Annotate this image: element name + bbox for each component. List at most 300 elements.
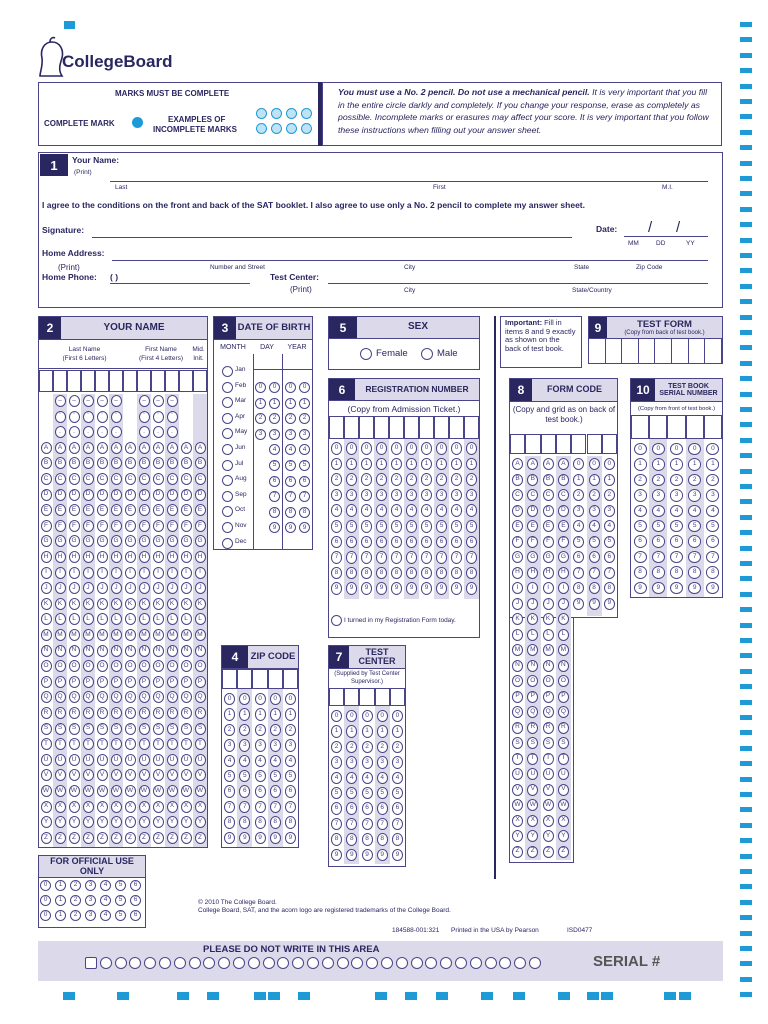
- name-bubble[interactable]: J: [41, 582, 52, 594]
- name-bubble[interactable]: R: [97, 707, 108, 719]
- write-in-box[interactable]: [390, 688, 405, 706]
- day-bubble[interactable]: 9: [269, 522, 280, 533]
- name-bubble[interactable]: T: [41, 738, 52, 750]
- digit-bubble[interactable]: 4: [239, 755, 250, 767]
- digit-bubble[interactable]: 6: [466, 536, 477, 549]
- name-bubble[interactable]: K: [125, 598, 136, 610]
- digit-bubble[interactable]: 3: [391, 489, 402, 502]
- digit-bubble[interactable]: 2: [392, 741, 403, 753]
- write-in-box[interactable]: [53, 370, 67, 392]
- name-bubble[interactable]: O: [111, 660, 122, 672]
- name-bubble[interactable]: Q: [83, 691, 94, 703]
- name-bubble[interactable]: L: [55, 613, 66, 625]
- digit-bubble[interactable]: 1: [346, 725, 357, 737]
- digit-bubble[interactable]: 9: [466, 582, 477, 595]
- digit-bubble[interactable]: 9: [376, 582, 387, 595]
- form-code-bubble[interactable]: W: [527, 799, 538, 811]
- year-bubble[interactable]: 6: [299, 476, 310, 487]
- digit-bubble[interactable]: 6: [406, 536, 417, 549]
- name-bubble[interactable]: A: [125, 442, 136, 454]
- name-bubble[interactable]: H: [97, 551, 108, 563]
- year-bubble[interactable]: 4: [299, 444, 310, 455]
- male-bubble[interactable]: [421, 348, 433, 360]
- name-bubble[interactable]: E: [55, 504, 66, 516]
- digit-bubble[interactable]: 8: [270, 816, 281, 828]
- name-bubble[interactable]: M: [125, 629, 136, 641]
- form-code-bubble[interactable]: 7: [604, 567, 615, 579]
- digit-bubble[interactable]: 8: [346, 567, 357, 580]
- digit-bubble[interactable]: 9: [362, 849, 373, 861]
- digit-bubble[interactable]: 4: [688, 505, 701, 517]
- form-code-bubble[interactable]: P: [558, 691, 569, 703]
- name-bubble[interactable]: O: [55, 660, 66, 672]
- serial-bubble[interactable]: [411, 957, 423, 969]
- name-bubble[interactable]: A: [41, 442, 52, 454]
- official-bubble[interactable]: 2: [70, 895, 81, 906]
- name-bubble[interactable]: L: [181, 613, 192, 625]
- name-bubble[interactable]: .: [139, 426, 150, 438]
- name-bubble[interactable]: W: [69, 785, 80, 797]
- digit-bubble[interactable]: 0: [634, 443, 647, 455]
- official-bubble[interactable]: 4: [100, 895, 111, 906]
- digit-bubble[interactable]: 9: [377, 849, 388, 861]
- write-in-box[interactable]: [389, 416, 404, 439]
- digit-bubble[interactable]: 0: [331, 710, 342, 722]
- name-bubble[interactable]: W: [167, 785, 178, 797]
- name-bubble[interactable]: M: [83, 629, 94, 641]
- name-bubble[interactable]: H: [195, 551, 206, 563]
- form-code-bubble[interactable]: E: [512, 520, 523, 532]
- name-bubble[interactable]: N: [195, 645, 206, 657]
- name-bubble[interactable]: H: [69, 551, 80, 563]
- name-bubble[interactable]: D: [41, 489, 52, 501]
- name-bubble[interactable]: L: [83, 613, 94, 625]
- digit-bubble[interactable]: 6: [331, 802, 342, 814]
- name-bubble[interactable]: K: [111, 598, 122, 610]
- form-code-bubble[interactable]: C: [558, 489, 569, 501]
- name-bubble[interactable]: N: [181, 645, 192, 657]
- digit-bubble[interactable]: 3: [421, 489, 432, 502]
- name-bubble[interactable]: C: [153, 473, 164, 485]
- name-bubble[interactable]: T: [125, 738, 136, 750]
- digit-bubble[interactable]: 8: [362, 833, 373, 845]
- digit-bubble[interactable]: 3: [652, 489, 665, 501]
- digit-bubble[interactable]: 0: [331, 442, 342, 455]
- form-code-bubble[interactable]: 9: [573, 598, 584, 610]
- digit-bubble[interactable]: 1: [285, 708, 296, 720]
- digit-bubble[interactable]: 9: [361, 582, 372, 595]
- digit-bubble[interactable]: 8: [634, 566, 647, 578]
- name-bubble[interactable]: H: [181, 551, 192, 563]
- form-code-bubble[interactable]: C: [543, 489, 554, 501]
- digit-bubble[interactable]: 2: [224, 724, 235, 736]
- name-bubble[interactable]: S: [111, 723, 122, 735]
- digit-bubble[interactable]: 5: [270, 770, 281, 782]
- digit-bubble[interactable]: 8: [466, 567, 477, 580]
- serial-bubble[interactable]: [440, 957, 452, 969]
- form-code-bubble[interactable]: K: [558, 613, 569, 625]
- name-bubble[interactable]: ': [83, 411, 94, 423]
- serial-bubble[interactable]: [307, 957, 319, 969]
- form-code-bubble[interactable]: M: [527, 644, 538, 656]
- name-bubble[interactable]: F: [41, 520, 52, 532]
- digit-bubble[interactable]: 2: [331, 473, 342, 486]
- write-in-box[interactable]: [705, 339, 722, 363]
- digit-bubble[interactable]: 5: [391, 520, 402, 533]
- name-bubble[interactable]: W: [139, 785, 150, 797]
- name-bubble[interactable]: V: [125, 769, 136, 781]
- digit-bubble[interactable]: 6: [239, 785, 250, 797]
- digit-bubble[interactable]: 4: [377, 772, 388, 784]
- digit-bubble[interactable]: 1: [376, 458, 387, 471]
- name-bubble[interactable]: W: [41, 785, 52, 797]
- form-code-bubble[interactable]: D: [543, 505, 554, 517]
- official-bubble[interactable]: 4: [100, 880, 111, 891]
- name-bubble[interactable]: –: [55, 395, 66, 407]
- digit-bubble[interactable]: 6: [392, 802, 403, 814]
- form-code-bubble[interactable]: L: [527, 629, 538, 641]
- day-bubble[interactable]: 8: [269, 507, 280, 518]
- digit-bubble[interactable]: 1: [361, 458, 372, 471]
- digit-bubble[interactable]: 9: [285, 832, 296, 844]
- digit-bubble[interactable]: 2: [634, 474, 647, 486]
- name-bubble[interactable]: D: [97, 489, 108, 501]
- digit-bubble[interactable]: 8: [436, 567, 447, 580]
- form-code-bubble[interactable]: S: [512, 737, 523, 749]
- digit-bubble[interactable]: 3: [346, 756, 357, 768]
- serial-bubble[interactable]: [366, 957, 378, 969]
- name-bubble[interactable]: U: [97, 754, 108, 766]
- form-code-bubble[interactable]: I: [543, 582, 554, 594]
- name-bubble[interactable]: I: [139, 567, 150, 579]
- digit-bubble[interactable]: 8: [285, 816, 296, 828]
- form-code-bubble[interactable]: 8: [604, 582, 615, 594]
- name-bubble[interactable]: I: [195, 567, 206, 579]
- name-bubble[interactable]: O: [195, 660, 206, 672]
- digit-bubble[interactable]: 5: [466, 520, 477, 533]
- serial-bubble[interactable]: [159, 957, 171, 969]
- form-code-bubble[interactable]: B: [527, 474, 538, 486]
- write-in-box[interactable]: [602, 434, 617, 454]
- name-bubble[interactable]: F: [167, 520, 178, 532]
- form-code-bubble[interactable]: F: [543, 536, 554, 548]
- form-code-bubble[interactable]: 7: [589, 567, 600, 579]
- name-bubble[interactable]: C: [167, 473, 178, 485]
- name-bubble[interactable]: A: [97, 442, 108, 454]
- name-bubble[interactable]: G: [97, 535, 108, 547]
- name-bubble[interactable]: U: [55, 754, 66, 766]
- write-in-box[interactable]: [672, 339, 689, 363]
- form-code-bubble[interactable]: Z: [543, 846, 554, 858]
- digit-bubble[interactable]: 0: [451, 442, 462, 455]
- name-bubble[interactable]: L: [125, 613, 136, 625]
- form-code-bubble[interactable]: K: [512, 613, 523, 625]
- write-in-box[interactable]: [95, 370, 109, 392]
- digit-bubble[interactable]: 0: [406, 442, 417, 455]
- address-line[interactable]: [112, 260, 708, 261]
- form-code-bubble[interactable]: G: [558, 551, 569, 563]
- digit-bubble[interactable]: 6: [362, 802, 373, 814]
- digit-bubble[interactable]: 5: [362, 787, 373, 799]
- form-code-bubble[interactable]: I: [527, 582, 538, 594]
- form-code-bubble[interactable]: A: [527, 458, 538, 470]
- name-bubble[interactable]: B: [69, 457, 80, 469]
- write-in-box[interactable]: [525, 434, 540, 454]
- form-code-bubble[interactable]: W: [512, 799, 523, 811]
- name-bubble[interactable]: T: [153, 738, 164, 750]
- day-bubble[interactable]: 4: [269, 444, 280, 455]
- name-bubble[interactable]: R: [181, 707, 192, 719]
- name-bubble[interactable]: F: [97, 520, 108, 532]
- name-bubble[interactable]: .: [111, 426, 122, 438]
- day-bubble[interactable]: 6: [269, 476, 280, 487]
- digit-bubble[interactable]: 4: [652, 505, 665, 517]
- digit-bubble[interactable]: 6: [436, 536, 447, 549]
- official-bubble[interactable]: 5: [115, 880, 126, 891]
- form-code-bubble[interactable]: O: [527, 675, 538, 687]
- form-code-bubble[interactable]: Q: [558, 706, 569, 718]
- digit-bubble[interactable]: 3: [255, 739, 266, 751]
- write-in-box[interactable]: [589, 339, 606, 363]
- digit-bubble[interactable]: 5: [346, 520, 357, 533]
- serial-bubble[interactable]: [337, 957, 349, 969]
- digit-bubble[interactable]: 5: [255, 770, 266, 782]
- name-bubble[interactable]: O: [69, 660, 80, 672]
- name-bubble[interactable]: E: [153, 504, 164, 516]
- name-bubble[interactable]: N: [167, 645, 178, 657]
- form-code-bubble[interactable]: S: [527, 737, 538, 749]
- form-code-bubble[interactable]: Z: [527, 846, 538, 858]
- name-bubble[interactable]: N: [41, 645, 52, 657]
- digit-bubble[interactable]: 2: [652, 474, 665, 486]
- name-bubble[interactable]: –: [69, 395, 80, 407]
- name-bubble[interactable]: Z: [167, 832, 178, 844]
- name-bubble[interactable]: N: [111, 645, 122, 657]
- serial-bubble[interactable]: [174, 957, 186, 969]
- name-bubble[interactable]: V: [181, 769, 192, 781]
- official-bubble[interactable]: 2: [70, 880, 81, 891]
- write-in-box[interactable]: [344, 416, 359, 439]
- name-bubble[interactable]: Q: [181, 691, 192, 703]
- serial-bubble[interactable]: [248, 957, 260, 969]
- digit-bubble[interactable]: 3: [688, 489, 701, 501]
- form-code-bubble[interactable]: W: [543, 799, 554, 811]
- digit-bubble[interactable]: 6: [391, 536, 402, 549]
- digit-bubble[interactable]: 2: [331, 741, 342, 753]
- digit-bubble[interactable]: 1: [255, 708, 266, 720]
- digit-bubble[interactable]: 9: [346, 582, 357, 595]
- digit-bubble[interactable]: 8: [451, 567, 462, 580]
- official-bubble[interactable]: 3: [85, 880, 96, 891]
- name-bubble[interactable]: Y: [195, 816, 206, 828]
- digit-bubble[interactable]: 2: [406, 473, 417, 486]
- name-bubble[interactable]: C: [139, 473, 150, 485]
- year-bubble[interactable]: 6: [285, 476, 296, 487]
- name-bubble[interactable]: L: [139, 613, 150, 625]
- digit-bubble[interactable]: 9: [331, 582, 342, 595]
- name-bubble[interactable]: ': [153, 411, 164, 423]
- name-bubble[interactable]: J: [111, 582, 122, 594]
- digit-bubble[interactable]: 2: [670, 474, 683, 486]
- name-bubble[interactable]: N: [139, 645, 150, 657]
- digit-bubble[interactable]: 5: [451, 520, 462, 533]
- name-bubble[interactable]: Q: [167, 691, 178, 703]
- form-code-bubble[interactable]: Z: [512, 846, 523, 858]
- name-bubble[interactable]: M: [97, 629, 108, 641]
- name-bubble[interactable]: Y: [111, 816, 122, 828]
- name-bubble[interactable]: U: [139, 754, 150, 766]
- digit-bubble[interactable]: 5: [239, 770, 250, 782]
- official-bubble[interactable]: 3: [85, 910, 96, 921]
- name-bubble[interactable]: U: [181, 754, 192, 766]
- year-bubble[interactable]: 1: [285, 398, 296, 409]
- serial-bubble[interactable]: [351, 957, 363, 969]
- name-bubble[interactable]: J: [181, 582, 192, 594]
- name-bubble[interactable]: F: [55, 520, 66, 532]
- name-bubble[interactable]: B: [195, 457, 206, 469]
- serial-bubble[interactable]: [203, 957, 215, 969]
- name-bubble[interactable]: V: [139, 769, 150, 781]
- name-bubble[interactable]: G: [111, 535, 122, 547]
- digit-bubble[interactable]: 3: [451, 489, 462, 502]
- form-code-bubble[interactable]: K: [543, 613, 554, 625]
- form-code-bubble[interactable]: H: [527, 567, 538, 579]
- write-in-box[interactable]: [541, 434, 556, 454]
- name-bubble[interactable]: V: [111, 769, 122, 781]
- day-bubble[interactable]: 7: [269, 491, 280, 502]
- write-in-row[interactable]: [253, 354, 312, 370]
- name-bubble[interactable]: N: [125, 645, 136, 657]
- digit-bubble[interactable]: 2: [361, 473, 372, 486]
- name-bubble[interactable]: P: [125, 676, 136, 688]
- name-bubble[interactable]: Y: [181, 816, 192, 828]
- name-bubble[interactable]: H: [125, 551, 136, 563]
- digit-bubble[interactable]: 7: [406, 551, 417, 564]
- digit-bubble[interactable]: 4: [224, 755, 235, 767]
- name-bubble[interactable]: U: [125, 754, 136, 766]
- form-code-bubble[interactable]: N: [512, 660, 523, 672]
- digit-bubble[interactable]: 2: [346, 741, 357, 753]
- form-code-bubble[interactable]: F: [558, 536, 569, 548]
- month-bubble[interactable]: [222, 475, 233, 486]
- name-bubble[interactable]: E: [69, 504, 80, 516]
- name-bubble[interactable]: –: [139, 395, 150, 407]
- name-bubble[interactable]: O: [139, 660, 150, 672]
- name-bubble[interactable]: U: [111, 754, 122, 766]
- form-code-bubble[interactable]: 3: [589, 505, 600, 517]
- name-bubble[interactable]: S: [139, 723, 150, 735]
- name-bubble[interactable]: K: [153, 598, 164, 610]
- digit-bubble[interactable]: 4: [466, 504, 477, 517]
- write-in-box[interactable]: [686, 415, 704, 439]
- form-code-bubble[interactable]: M: [543, 644, 554, 656]
- digit-bubble[interactable]: 7: [376, 551, 387, 564]
- digit-bubble[interactable]: 1: [670, 458, 683, 470]
- name-bubble[interactable]: A: [83, 442, 94, 454]
- digit-bubble[interactable]: 8: [688, 566, 701, 578]
- name-bubble[interactable]: P: [97, 676, 108, 688]
- name-bubble[interactable]: K: [41, 598, 52, 610]
- digit-bubble[interactable]: 1: [224, 708, 235, 720]
- registration-form-bubble[interactable]: [331, 615, 342, 626]
- name-bubble[interactable]: I: [55, 567, 66, 579]
- name-bubble[interactable]: V: [97, 769, 108, 781]
- name-bubble[interactable]: Z: [97, 832, 108, 844]
- name-bubble[interactable]: T: [83, 738, 94, 750]
- name-bubble[interactable]: S: [41, 723, 52, 735]
- digit-bubble[interactable]: 6: [652, 535, 665, 547]
- name-bubble[interactable]: X: [139, 801, 150, 813]
- digit-bubble[interactable]: 6: [670, 535, 683, 547]
- digit-bubble[interactable]: 4: [670, 505, 683, 517]
- name-bubble[interactable]: G: [195, 535, 206, 547]
- digit-bubble[interactable]: 5: [634, 520, 647, 532]
- digit-bubble[interactable]: 3: [466, 489, 477, 502]
- digit-bubble[interactable]: 2: [436, 473, 447, 486]
- official-bubble[interactable]: 5: [115, 910, 126, 921]
- write-in-box[interactable]: [419, 416, 434, 439]
- digit-bubble[interactable]: 4: [421, 504, 432, 517]
- name-bubble[interactable]: T: [69, 738, 80, 750]
- name-bubble[interactable]: .: [167, 426, 178, 438]
- digit-bubble[interactable]: 1: [331, 458, 342, 471]
- digit-bubble[interactable]: 2: [451, 473, 462, 486]
- name-bubble[interactable]: W: [125, 785, 136, 797]
- year-bubble[interactable]: 0: [285, 382, 296, 393]
- name-bubble[interactable]: H: [111, 551, 122, 563]
- write-in-box[interactable]: [123, 370, 137, 392]
- name-bubble[interactable]: J: [167, 582, 178, 594]
- digit-bubble[interactable]: 0: [255, 693, 266, 705]
- digit-bubble[interactable]: 4: [392, 772, 403, 784]
- form-code-bubble[interactable]: P: [512, 691, 523, 703]
- name-bubble[interactable]: Y: [83, 816, 94, 828]
- name-bubble[interactable]: G: [69, 535, 80, 547]
- form-code-bubble[interactable]: A: [558, 458, 569, 470]
- digit-bubble[interactable]: 5: [670, 520, 683, 532]
- digit-bubble[interactable]: 7: [436, 551, 447, 564]
- form-code-bubble[interactable]: R: [527, 722, 538, 734]
- serial-bubble[interactable]: [115, 957, 127, 969]
- digit-bubble[interactable]: 2: [377, 741, 388, 753]
- write-in-box[interactable]: [639, 339, 656, 363]
- official-bubble[interactable]: 3: [85, 895, 96, 906]
- name-bubble[interactable]: ': [97, 411, 108, 423]
- digit-bubble[interactable]: 5: [377, 787, 388, 799]
- name-bubble[interactable]: L: [41, 613, 52, 625]
- digit-bubble[interactable]: 9: [270, 832, 281, 844]
- day-bubble[interactable]: 2: [255, 413, 266, 424]
- digit-bubble[interactable]: 5: [706, 520, 719, 532]
- form-code-bubble[interactable]: R: [558, 722, 569, 734]
- digit-bubble[interactable]: 8: [392, 833, 403, 845]
- digit-bubble[interactable]: 7: [670, 551, 683, 563]
- name-bubble[interactable]: X: [195, 801, 206, 813]
- name-bubble[interactable]: X: [125, 801, 136, 813]
- digit-bubble[interactable]: 4: [362, 772, 373, 784]
- year-bubble[interactable]: 8: [299, 507, 310, 518]
- year-bubble[interactable]: 9: [285, 522, 296, 533]
- official-bubble[interactable]: 2: [70, 910, 81, 921]
- form-code-bubble[interactable]: 0: [573, 458, 584, 470]
- serial-bubble[interactable]: [218, 957, 230, 969]
- month-bubble[interactable]: [222, 413, 233, 424]
- name-bubble[interactable]: Z: [55, 832, 66, 844]
- digit-bubble[interactable]: 5: [421, 520, 432, 533]
- name-bubble[interactable]: X: [153, 801, 164, 813]
- name-bubble[interactable]: J: [83, 582, 94, 594]
- form-code-bubble[interactable]: Y: [512, 830, 523, 842]
